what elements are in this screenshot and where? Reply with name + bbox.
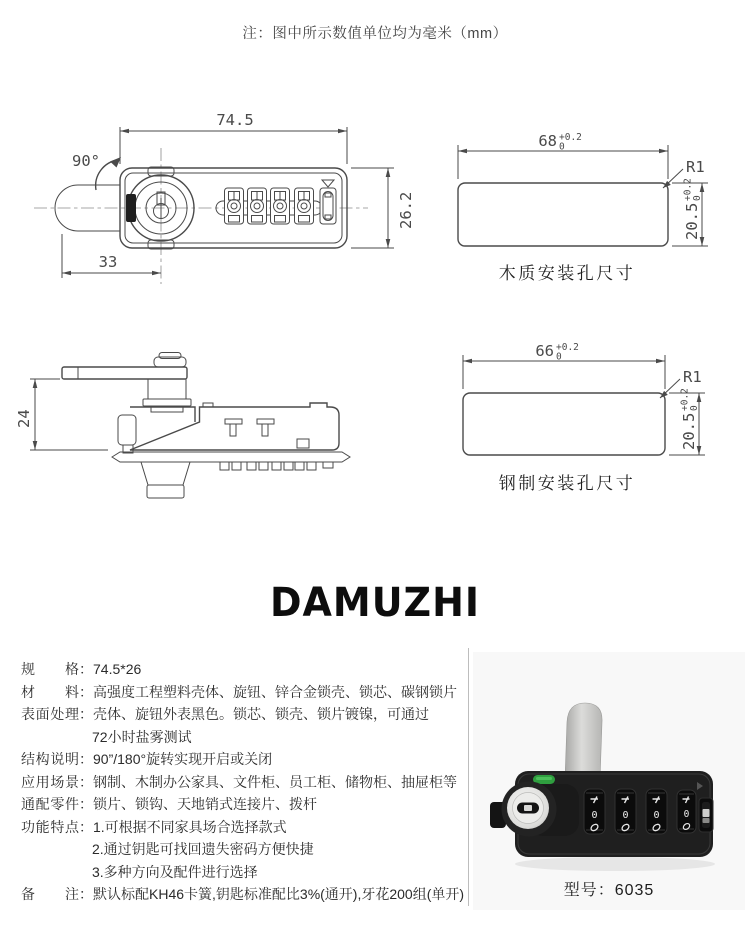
dim-offset-33 [62, 234, 161, 278]
code-dial-3 [646, 789, 667, 834]
svg-text:0: 0 [556, 351, 562, 363]
svg-text:+0.2: +0.2 [556, 342, 579, 353]
steel-hole-caption: 钢制安装孔尺寸 [498, 474, 636, 493]
mount-foot-outline [141, 462, 190, 498]
spec-colon: ： [79, 818, 93, 835]
svg-text:0: 0 [559, 141, 565, 153]
spec-value: 钢制、木制办公家具、文件柜、员工柜、储物柜、抽屉柜等 [93, 773, 457, 790]
steel-hole-outline [463, 393, 665, 455]
spec-value: 3.多种方向及配件进行选择 [92, 863, 258, 880]
spec-row-material [21, 681, 473, 704]
svg-text:+0.2: +0.2 [679, 388, 691, 411]
spec-label: 表面处理 [21, 706, 79, 722]
side-depth-dim: 24 [15, 409, 33, 428]
spec-label: 通配零件 [21, 796, 79, 812]
svg-text:66: 66 [535, 342, 554, 360]
spec-row-finish-cont [21, 726, 473, 749]
spec-row-parts [21, 793, 473, 816]
spec-row-size [21, 658, 473, 681]
product-photo [473, 652, 745, 910]
spec-colon [79, 726, 92, 749]
front-view-drawing [28, 96, 418, 296]
spec-row-application [21, 771, 473, 794]
spec-value: 90”/180°旋转实现开启或关闭 [93, 751, 273, 767]
steel-hole-width-dim [463, 342, 665, 389]
brand-logo: DAMUZHI [269, 578, 481, 626]
wood-hole-width-dim [458, 132, 668, 179]
svg-text:68: 68 [538, 132, 557, 150]
spec-colon: ： [79, 886, 93, 902]
svg-text:20.5: 20.5 [680, 412, 698, 450]
spec-row-remark [21, 883, 473, 906]
spec-colon [79, 861, 92, 884]
vertical-divider [468, 648, 469, 906]
product-photo-image [473, 652, 745, 880]
knob-side-outline [143, 353, 191, 413]
knob [490, 782, 579, 837]
reset-slider-outline [320, 180, 336, 224]
spec-label: 应用场景 [21, 773, 79, 790]
wood-hole-drawing [440, 118, 745, 288]
code-dial-2 [615, 789, 636, 834]
cam-lever-outline [62, 367, 187, 379]
wood-hole-outline [458, 183, 668, 246]
svg-text:0: 0 [653, 810, 660, 821]
spec-colon: ： [79, 706, 93, 722]
spec-value: 72小时盐雾测试 [92, 728, 192, 745]
svg-text:0: 0 [622, 810, 629, 821]
spec-label [21, 838, 79, 861]
spec-value: 高强度工程塑料壳体、旋钮、锌合金锁壳、锁芯、碳钢锁片 [93, 683, 457, 700]
spec-value: 2.通过钥匙可找回遗失密码方便快捷 [92, 841, 314, 857]
spec-label [21, 861, 79, 884]
model-number: 型号：6035 [563, 882, 655, 899]
code-dial-4 [677, 790, 696, 833]
keyhole-icon [517, 803, 539, 814]
base-plate-outline [112, 452, 350, 462]
spec-colon: ： [79, 796, 93, 812]
spec-value: 74.5*26 [93, 661, 142, 677]
spec-colon: ： [79, 773, 93, 790]
dim-height-26-2 [351, 168, 415, 248]
rotation-angle-label: 90° [72, 152, 100, 170]
spec-label: 规格 [21, 661, 79, 677]
svg-text:R1: R1 [683, 368, 702, 386]
knob-grip [126, 194, 136, 222]
wood-hole-caption: 木质安装孔尺寸 [498, 264, 636, 283]
spec-row-finish [21, 703, 473, 726]
side-view-drawing [8, 333, 378, 513]
dim-width-74-5 [120, 111, 347, 164]
spec-label [21, 726, 79, 749]
combination-dials-outline [225, 188, 314, 224]
spec-value: 壳体、旋钮外表黑色。锁芯、锁壳、锁片镀镍，可通过 [93, 706, 429, 722]
reset-button [699, 798, 713, 832]
unit-note: 注：图中所示数值单位均为毫米（mm） [242, 26, 508, 42]
svg-text:0: 0 [692, 195, 703, 201]
spec-value: 默认标配KH46卡簧,钥匙标准配比3%(通开),牙花200组(单开) [93, 886, 465, 902]
svg-text:+0.2: +0.2 [682, 178, 694, 201]
spec-colon: ： [79, 683, 93, 700]
green-indicator-highlight [536, 777, 552, 780]
spec-colon [79, 838, 92, 861]
spec-list [21, 658, 473, 906]
spec-value: 锁片、锁钩、天地销式连接片、拨杆 [93, 796, 317, 812]
spec-row-feature-2 [21, 838, 473, 861]
steel-hole-height-dim [669, 388, 705, 455]
svg-text:20.5: 20.5 [683, 202, 701, 240]
dim-depth-24 [15, 379, 108, 450]
spec-colon: ： [79, 751, 93, 767]
spec-label: 材料 [21, 683, 79, 700]
spec-row-structure [21, 748, 473, 771]
svg-text:0: 0 [683, 809, 690, 820]
front-height-dim: 26.2 [397, 191, 415, 229]
svg-text:R1: R1 [686, 158, 705, 176]
spec-row-feature-3 [21, 861, 473, 884]
svg-text:+0.2: +0.2 [559, 132, 582, 143]
svg-text:0: 0 [591, 810, 598, 821]
spec-label: 备注 [21, 886, 79, 902]
rotation-angle-annotation [72, 152, 121, 190]
wood-hole-height-dim [672, 178, 708, 246]
plate-teeth-outline [220, 462, 333, 470]
cam-latch [565, 703, 602, 779]
steel-hole-drawing [440, 332, 745, 502]
photo-shadow [515, 857, 715, 871]
spec-row-feature-1 [21, 816, 473, 839]
front-offset-dim: 33 [98, 253, 118, 271]
svg-text:0: 0 [689, 405, 700, 411]
spec-colon: ： [79, 661, 93, 677]
spec-label: 结构说明 [21, 751, 79, 767]
code-dial-1 [584, 789, 605, 834]
front-width-dim: 74.5 [216, 111, 254, 129]
spec-value: 1.可根据不同家具场合选择款式 [93, 818, 287, 835]
spec-label: 功能特点 [21, 818, 79, 835]
